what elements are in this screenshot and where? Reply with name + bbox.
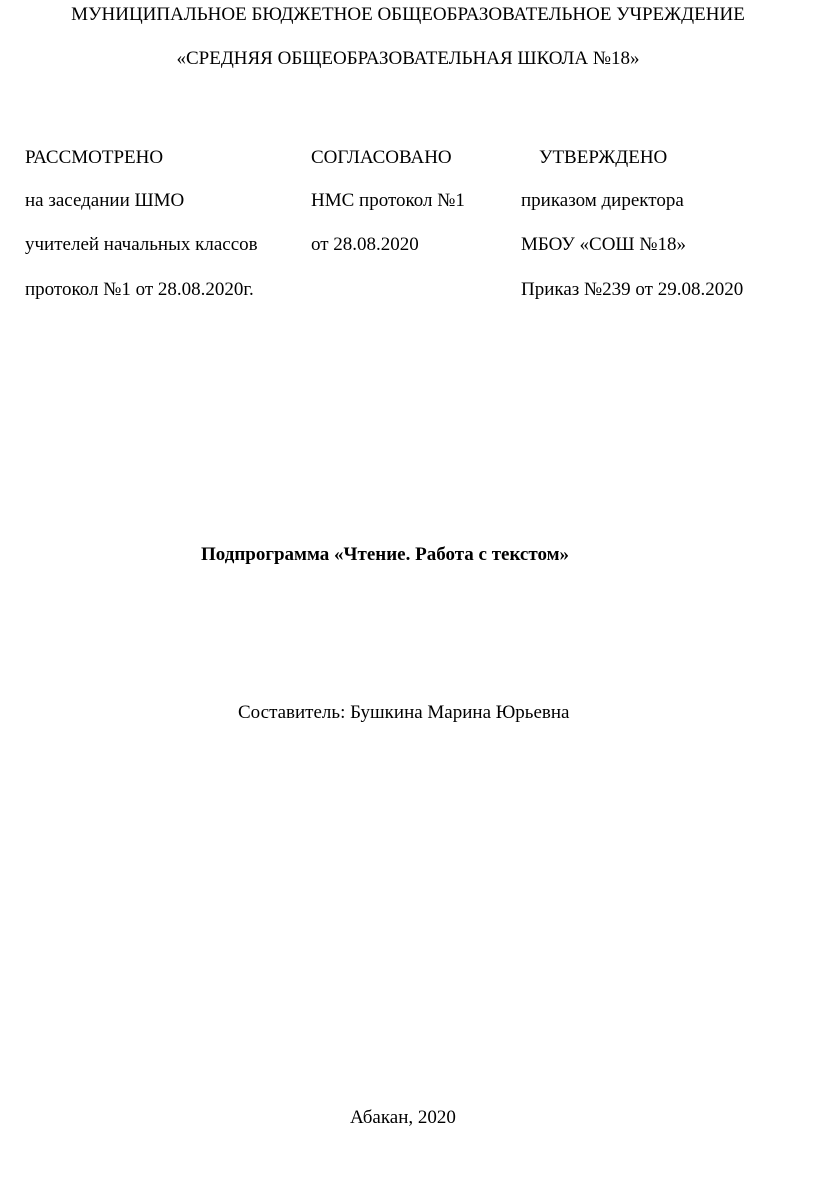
reviewed-title: РАССМОТРЕНО (25, 147, 164, 168)
place-year: Абакан, 2020 (350, 1107, 456, 1128)
approved-line: Приказ №239 от 29.08.2020 (521, 279, 744, 300)
agreed-title: СОГЛАСОВАНО (311, 147, 452, 168)
compiler-name: Составитель: Бушкина Марина Юрьевна (238, 702, 570, 723)
reviewed-line: учителей начальных классов (25, 234, 258, 255)
approved-line: МБОУ «СОШ №18» (521, 234, 686, 255)
institution-name-line1: МУНИЦИПАЛЬНОЕ БЮДЖЕТНОЕ ОБЩЕОБРАЗОВАТЕЛЬНОЕ УЧРЕЖДЕНИЕ (71, 4, 745, 25)
reviewed-line: протокол №1 от 28.08.2020г. (25, 279, 254, 300)
program-title: Подпрограмма «Чтение. Работа с текстом» (201, 544, 570, 565)
approved-line: приказом директора (521, 190, 684, 211)
agreed-line: от 28.08.2020 (311, 234, 419, 255)
reviewed-line: на заседании ШМО (25, 190, 185, 211)
institution-name-line2: «СРЕДНЯЯ ОБЩЕОБРАЗОВАТЕЛЬНАЯ ШКОЛА №18» (176, 48, 640, 69)
approved-title: УТВЕРЖДЕНО (539, 147, 668, 168)
agreed-line: НМС протокол №1 (311, 190, 465, 211)
